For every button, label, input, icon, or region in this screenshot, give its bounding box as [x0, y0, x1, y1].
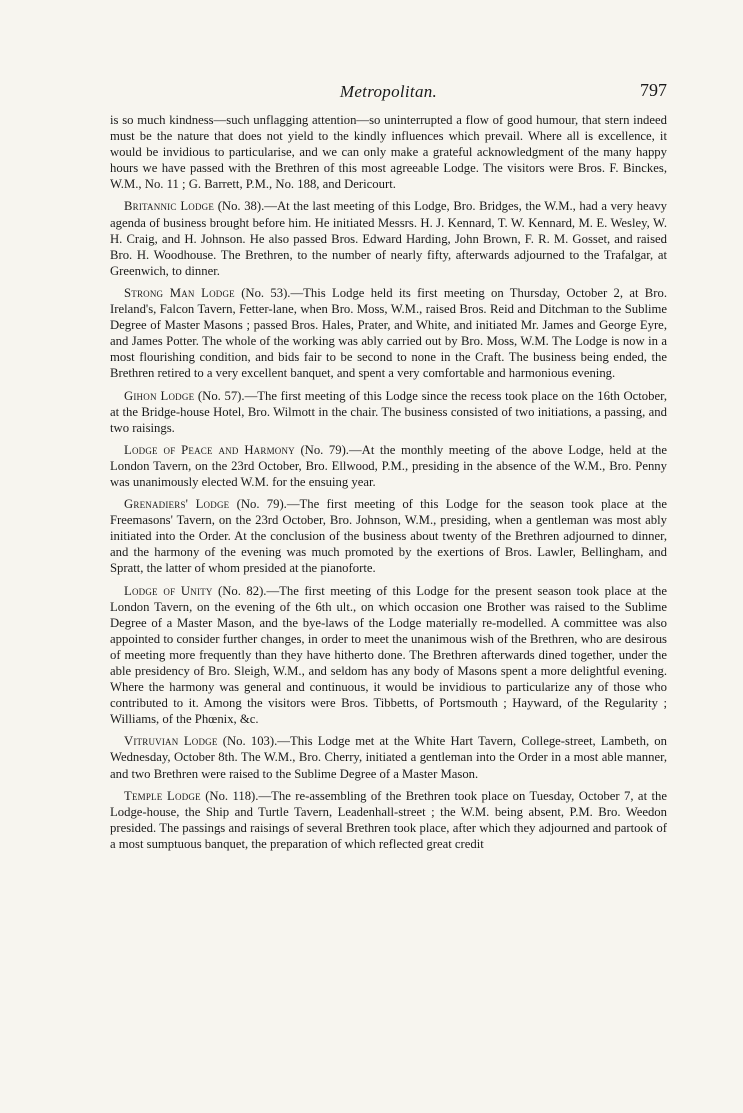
paragraph-grenadiers-lodge: [110, 496, 667, 576]
paragraph-text: (No. 103).—This Lodge met at the White Hart Tavern, College-street, Lambeth, on Wednesday, October 8th. The W.M., Bro. Cherry, initiated a gentleman into the Order in a most able manner, and two Brethren were raised to the Sublime Degree of a Master Mason.: [110, 734, 667, 781]
paragraph-lodge-of-peace-and-harmony: [110, 442, 667, 490]
paragraph-britannic-lodge: [110, 198, 667, 278]
lodge-name: Vitruvian Lodge: [124, 734, 218, 749]
lodge-name: Britannic Lodge: [124, 199, 215, 214]
lodge-name: Temple Lodge: [124, 788, 201, 803]
lodge-name: Lodge of Peace and Harmony: [124, 442, 295, 457]
page-header: [110, 82, 667, 112]
paragraph-strong-man-lodge: [110, 285, 667, 382]
paragraph-text: (No. 79).—The first meeting of this Lodge for the season took place at the Freemasons' Tavern, on the 23rd October, Bro. Johnson, W.M., presiding, when a gentleman was most ably initiated into the Order. At the conclusion of the business about twenty of the Brethren adjourned to dinner, and the harmony of the evening was much promoted by the exertions of Bros. Lawler, Bellingham, and Spratt, the latter of whom presided at the pianoforte.: [110, 497, 667, 576]
paragraph-continued: [110, 112, 667, 192]
paragraph-vitruvian-lodge: [110, 733, 667, 781]
running-title: Metropolitan.: [339, 82, 438, 101]
paragraph-text: (No. 38).—At the last meeting of this Lodge, Bro. Bridges, the W.M., had a very heavy agenda of business brought before him. He initiated Messrs. H. J. Kennard, T. W. Kennard, M. E. Wesley, W. H. Craig, and H. Johnson. He also passed Bros. Edward Harding, John Brown, F. R. M. Gosset, and raised Bro. H. Woodhouse. The Brethren, to the number of nearly fifty, afterwards adjourned to the Trafalgar, at Greenwich, to dinner.: [110, 199, 668, 278]
page-number: 797: [640, 80, 667, 100]
lodge-name: Gihon Lodge: [124, 388, 195, 403]
article-body: [110, 112, 667, 852]
paragraph-temple-lodge: [110, 788, 667, 852]
paragraph-text: (No. 53).—This Lodge held its first meeting on Thursday, October 2, at Bro. Ireland's, Falcon Tavern, Fetter-lane, when Bro. Moss, W.M., raised Bros. Reid and Ditchman to the Sublime Degree of Master Masons ; passed Bros. Hales, Prater, and White, and initiated Mr. James and George Eyre, and James Potter. The whole of the working was ably carried out by Bro. Moss, W.M. The Lodge is now in a most flourishing condition, and bids fair to be second to none in the Craft. The business being ended, the Brethren retired to a very excellent banquet, and spent a very comfortable and harmonious evening.: [110, 285, 667, 381]
lodge-name: Lodge of Unity: [124, 583, 213, 598]
paragraph-gihon-lodge: [110, 388, 667, 436]
paragraph-text: (No. 79).—At the monthly meeting of the above Lodge, held at the London Tavern, on the 23rd October, Bro. Ellwood, P.M., presiding in the absence of the W.M., Bro. Penny was unanimously elected W.M. for the ensuing year.: [110, 442, 667, 489]
paragraph-text: (No. 82).—The first meeting of this Lodge for the present season took place at the London Tavern, on the evening of the 6th ult., on which occasion one Brother was raised to the Sublime Degree of a Master Mason, and the bye-laws of the Lodge materially re-modelled. A committee was also appointed to consider further changes, in order to meet the unanimous wish of the Brethren, who are desirous of meeting more frequently than they have hitherto done. The Brethren afterwards dined together, under the able presidency of Bro. Sleigh, W.M., and seldom has any body of Masons spent a more delightful evening. Where the harmony was general and continuous, it would be invidious to particularize any of those who contributed to it. Among the visitors were Bros. Tibbetts, of Portsmouth ; Hayward, of the Regularity ; Williams, of the Phœnix, &c.: [110, 583, 667, 727]
lodge-name: Strong Man Lodge: [124, 285, 235, 300]
paragraph-text: (No. 118).—The re-assembling of the Brethren took place on Tuesday, October 7, at the Lodge-house, the Ship and Turtle Tavern, Leadenhall-street ; the W.M. being absent, P.M. Bro. Weedon presided. The passings and raisings of several Brethren took place, after which they adjourned and partook of a most sumptuous banquet, the preparation of which reflected great credit: [110, 788, 667, 851]
lodge-name: Grenadiers' Lodge: [124, 497, 230, 512]
paragraph-text: (No. 57).—The first meeting of this Lodge since the recess took place on the 16th October, at the Bridge-house Hotel, Bro. Wilmott in the chair. The business consisted of two initiations, a passing, and two raisings.: [110, 388, 667, 435]
paragraph-text: is so much kindness—such unflagging attention—so uninterrupted a flow of good humour, that stern indeed must be the nature that does not yield to the kindly influences which prevail. Where all is excellence, it would be invidious to particularise, and we can only make a grateful acknowledgment of the many happy hours we have passed with the Brethren of this most agreeable Lodge. The visitors were Bros. F. Binckes, W.M., No. 11 ; G. Barrett, P.M., No. 188, and Dericourt.: [110, 113, 667, 192]
paragraph-lodge-of-unity: [110, 583, 667, 728]
